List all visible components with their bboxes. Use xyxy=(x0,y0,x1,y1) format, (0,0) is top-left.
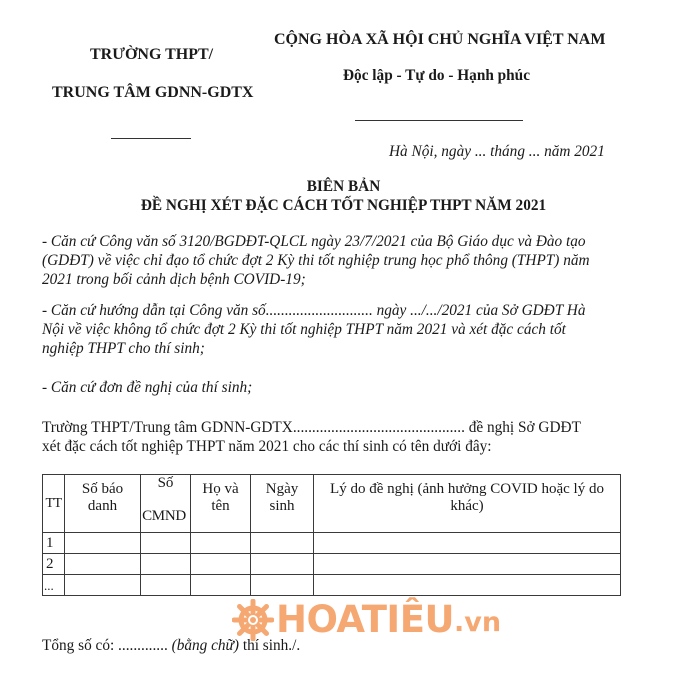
legal-basis-1-line: - Căn cứ Công văn số 3120/BGDĐT-QLCL ngày 23/7/2021 của Bộ Giáo dục và Đào tạo xyxy=(42,233,586,250)
legal-basis-2-line: - Căn cứ hướng dẫn tại Công văn số............................ ngày .../.../2021 của Sở GDĐT Hà xyxy=(42,302,586,319)
legal-basis-1-line: 2021 trong bối cảnh dịch bệnh COVID-19; xyxy=(42,271,306,288)
watermark-text: HOATIÊU xyxy=(276,598,455,641)
school-name-line1: TRƯỜNG THPT/ xyxy=(90,46,214,63)
school-name-line2: TRUNG TÂM GDNN-GDTX xyxy=(52,84,254,101)
cell-birth-date[interactable] xyxy=(251,554,314,575)
cell-full-name[interactable] xyxy=(191,533,251,554)
cell-full-name[interactable] xyxy=(191,554,251,575)
legal-basis-2 xyxy=(42,301,632,358)
left-underline xyxy=(111,138,191,139)
cell-birth-date[interactable] xyxy=(251,575,314,596)
right-underline xyxy=(355,120,523,121)
cell-reason[interactable] xyxy=(314,533,621,554)
proposal-statement-line: xét đặc cách tốt nghiệp THPT năm 2021 cho các thí sinh có tên dưới đây: xyxy=(42,438,492,455)
national-title: CỘNG HÒA XÃ HỘI CHỦ NGHĨA VIỆT NAM xyxy=(274,31,606,48)
header-tt: TT xyxy=(43,475,65,533)
hoatieu-watermark xyxy=(232,599,501,641)
legal-basis-2-line: Nội về việc không tổ chức đợt 2 Kỳ thi tốt nghiệp THPT năm 2021 và xét đặc cách tốt xyxy=(42,321,566,338)
cell-id-number[interactable] xyxy=(141,533,191,554)
legal-basis-2-line: nghiệp THPT cho thí sinh; xyxy=(42,340,205,357)
table-row xyxy=(43,533,621,554)
cell-candidate-number[interactable] xyxy=(65,533,141,554)
cell-full-name[interactable] xyxy=(191,575,251,596)
row-number: 2 xyxy=(43,554,65,575)
row-number: ... xyxy=(43,575,65,596)
proposal-statement xyxy=(42,418,632,456)
legal-basis-1-line: (GDĐT) về việc chỉ đạo tổ chức đợt 2 Kỳ thi tốt nghiệp trung học phổ thông (THPT) năm xyxy=(42,252,590,269)
cell-id-number[interactable] xyxy=(141,575,191,596)
national-motto: Độc lập - Tự do - Hạnh phúc xyxy=(343,67,530,84)
header-candidate-number: Số báo danh xyxy=(65,475,141,533)
total-prefix: Tổng số có: ............. xyxy=(42,637,168,654)
header-reason: Lý do đề nghị (ảnh hưởng COVID hoặc lý do khác) xyxy=(314,475,621,533)
candidate-table xyxy=(42,474,621,596)
total-suffix: thí sinh./. xyxy=(239,637,301,654)
table-row xyxy=(43,575,621,596)
table-header-row xyxy=(43,475,621,533)
legal-basis-1 xyxy=(42,232,632,289)
place-date: Hà Nội, ngày ... tháng ... năm 2021 xyxy=(389,143,605,160)
table-row xyxy=(43,554,621,575)
document-subtitle: ĐỀ NGHỊ XÉT ĐẶC CÁCH TỐT NGHIỆP THPT NĂM 2021 xyxy=(140,197,547,214)
ship-wheel-icon xyxy=(232,599,274,641)
cell-reason[interactable] xyxy=(314,554,621,575)
cell-reason[interactable] xyxy=(314,575,621,596)
legal-basis-3-line: - Căn cứ đơn đề nghị của thí sinh; xyxy=(42,379,253,396)
header-id-number: Số CMND xyxy=(141,475,191,533)
cell-id-number[interactable] xyxy=(141,554,191,575)
watermark-suffix: .vn xyxy=(454,607,502,638)
total-in-words: (bằng chữ) xyxy=(171,637,239,654)
header-birth-date: Ngày sinh xyxy=(251,475,314,533)
row-number: 1 xyxy=(43,533,65,554)
header-full-name: Họ và tên xyxy=(191,475,251,533)
cell-candidate-number[interactable] xyxy=(65,575,141,596)
legal-basis-3 xyxy=(42,378,632,397)
proposal-statement-line: Trường THPT/Trung tâm GDNN-GDTX............................................. đề nghị Sở GDĐT xyxy=(42,419,581,436)
cell-candidate-number[interactable] xyxy=(65,554,141,575)
document-title: BIÊN BẢN xyxy=(306,178,381,195)
total-count-line xyxy=(42,637,300,655)
cell-birth-date[interactable] xyxy=(251,533,314,554)
